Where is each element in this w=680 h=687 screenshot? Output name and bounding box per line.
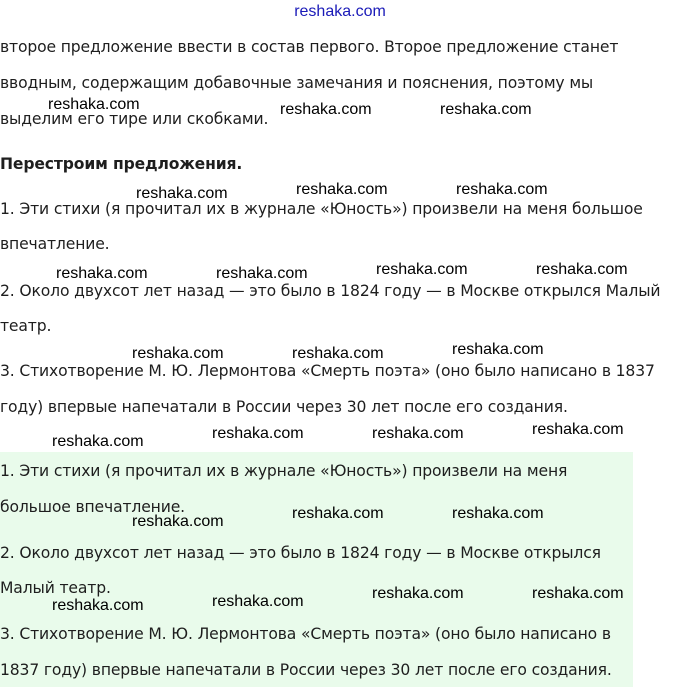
example-sentence-2-line-1: 2. Около двухсот лет назад — это было в 1824 году — в Москве открылся Малый: [0, 282, 661, 300]
answer-line: 2. Около двухсот лет назад — это было в 1824 году — в Москве открылся: [0, 544, 601, 562]
watermark: reshaka.com: [52, 433, 144, 450]
watermark: reshaka.com: [440, 101, 532, 118]
watermark: reshaka.com: [132, 345, 224, 362]
watermark: reshaka.com: [292, 345, 384, 362]
watermark: reshaka.com: [372, 585, 464, 602]
watermark: reshaka.com: [456, 181, 548, 198]
watermark: reshaka.com: [48, 96, 140, 113]
watermark: reshaka.com: [52, 597, 144, 614]
answer-line: 1837 году) впервые напечатали в России через 30 лет после его создания.: [0, 661, 612, 679]
answer-line: Малый театр.: [0, 579, 111, 597]
answer-line: большое впечатление.: [0, 498, 185, 516]
explanation-line: второе предложение ввести в состав первого. Второе предложение станет: [0, 38, 619, 56]
watermark: reshaka.com: [536, 261, 628, 278]
watermark: reshaka.com: [280, 101, 372, 118]
watermark: reshaka.com: [532, 421, 624, 438]
explanation-line: выделим его тире или скобками.: [0, 110, 269, 128]
watermark: reshaka.com: [212, 425, 304, 442]
answer-line: 3. Стихотворение М. Ю. Лермонтова «Смерть поэта» (оно было написано в: [0, 625, 611, 643]
watermark: reshaka.com: [56, 265, 148, 282]
example-sentence-3-line-1: 3. Стихотворение М. Ю. Лермонтова «Смерть поэта» (оно было написано в 1837: [0, 362, 655, 380]
answer-line: 1. Эти стихи (я прочитал их в журнале «Юность») произвели на меня: [0, 462, 568, 480]
watermark: reshaka.com: [376, 261, 468, 278]
answer-box: [0, 452, 633, 687]
watermark: reshaka.com: [452, 341, 544, 358]
watermark: reshaka.com: [452, 505, 544, 522]
example-sentence-2-line-2: театр.: [0, 317, 52, 335]
site-header-link[interactable]: reshaka.com: [294, 3, 386, 20]
watermark: reshaka.com: [532, 585, 624, 602]
watermark: reshaka.com: [372, 425, 464, 442]
watermark: reshaka.com: [292, 505, 384, 522]
watermark: reshaka.com: [296, 181, 388, 198]
explanation-line: вводным, содержащим добавочные замечания и пояснения, поэтому мы: [0, 74, 594, 92]
example-sentence-3-line-2: году) впервые напечатали в России через 30 лет после его создания.: [0, 398, 568, 416]
example-sentence-1-line-2: впечатление.: [0, 235, 110, 253]
watermark: reshaka.com: [132, 513, 224, 530]
example-sentence-1-line-1: 1. Эти стихи (я прочитал их в журнале «Юность») произвели на меня большое: [0, 200, 643, 218]
watermark: reshaka.com: [216, 265, 308, 282]
watermark: reshaka.com: [212, 593, 304, 610]
section-heading: Перестроим предложения.: [0, 155, 243, 173]
watermark: reshaka.com: [136, 185, 228, 202]
